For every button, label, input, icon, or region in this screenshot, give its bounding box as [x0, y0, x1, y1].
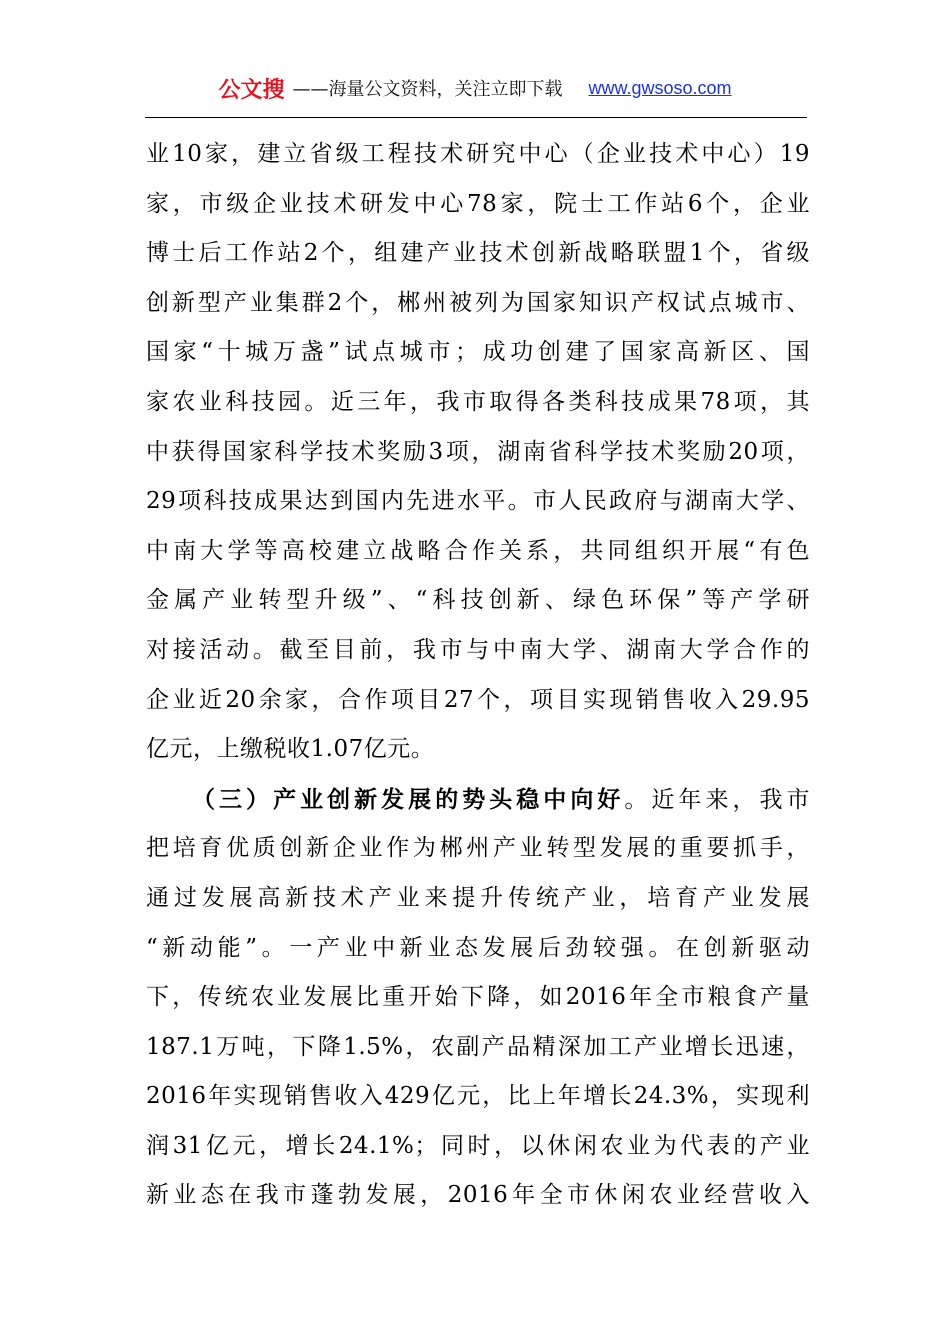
text-line: 下，传统农业发展比重开始下降，如2016年全市粮食产量 — [146, 984, 810, 1011]
text-line: 家农业科技园。近三年，我市取得各类科技成果78项，其 — [146, 388, 810, 415]
text-line-first — [146, 775, 810, 825]
text-line: 亿元，上缴税收1.07亿元。 — [146, 736, 435, 763]
heading-continuation: 。近年来，我市 — [624, 786, 811, 813]
header-tagline: ——海量公文资料，关注立即下载 — [292, 79, 563, 100]
text-line: 创新型产业集群2个，郴州被列为国家知识产权试点城市、 — [146, 289, 810, 316]
site-link[interactable]: www.gwsoso.com — [588, 77, 732, 98]
paragraph-2 — [146, 775, 810, 1221]
page-header — [145, 70, 805, 106]
text-line: “新动能”。一产业中新业态发展后劲较强。在创新驱动 — [146, 934, 810, 961]
document-body — [146, 130, 810, 1221]
text-line: 对接活动。截至目前，我市与中南大学、湖南大学合作的 — [146, 636, 810, 663]
text-line: 新业态在我市蓬勃发展，2016年全市休闲农业经营收入 — [146, 1182, 810, 1209]
text-line: 29项科技成果达到国内先进水平。市人民政府与湖南大学、 — [146, 488, 810, 515]
paragraph-1 — [146, 130, 810, 775]
text-line: 通过发展高新技术产业来提升传统产业，培育产业发展 — [146, 884, 810, 911]
text-line: 国家“十城万盏”试点城市；成功创建了国家高新区、国 — [146, 339, 810, 366]
text-line: 企业近20余家，合作项目27个，项目实现销售收入29.95 — [146, 686, 810, 713]
section-heading: （三）产业创新发展的势头稳中向好 — [192, 785, 625, 813]
text-line: 家，市级企业技术研发中心78家，院士工作站6个，企业 — [146, 190, 810, 217]
text-line: 2016年实现销售收入429亿元，比上年增长24.3%，实现利 — [146, 1083, 810, 1110]
text-line: 业10家，建立省级工程技术研究中心（企业技术中心）19 — [146, 141, 810, 167]
text-line: 中获得国家科学技术奖励3项，湖南省科学技术奖励20项， — [146, 438, 810, 465]
text-line: 187.1万吨，下降1.5%，农副产品精深加工产业增长迅速， — [146, 1033, 810, 1060]
text-line: 中南大学等高校建立战略合作关系，共同组织开展“有色 — [146, 537, 810, 564]
text-line: 把培育优质创新企业作为郴州产业转型发展的重要抓手， — [146, 835, 810, 862]
brand-logo: 公文搜 — [218, 77, 285, 103]
text-line: 润31亿元，增长24.1%；同时，以休闲农业为代表的产业 — [146, 1132, 810, 1159]
header-divider — [145, 117, 807, 118]
text-line: 金属产业转型升级”、“科技创新、绿色环保”等产学研 — [146, 587, 810, 614]
text-line: 博士后工作站2个，组建产业技术创新战略联盟1个，省级 — [146, 240, 810, 267]
